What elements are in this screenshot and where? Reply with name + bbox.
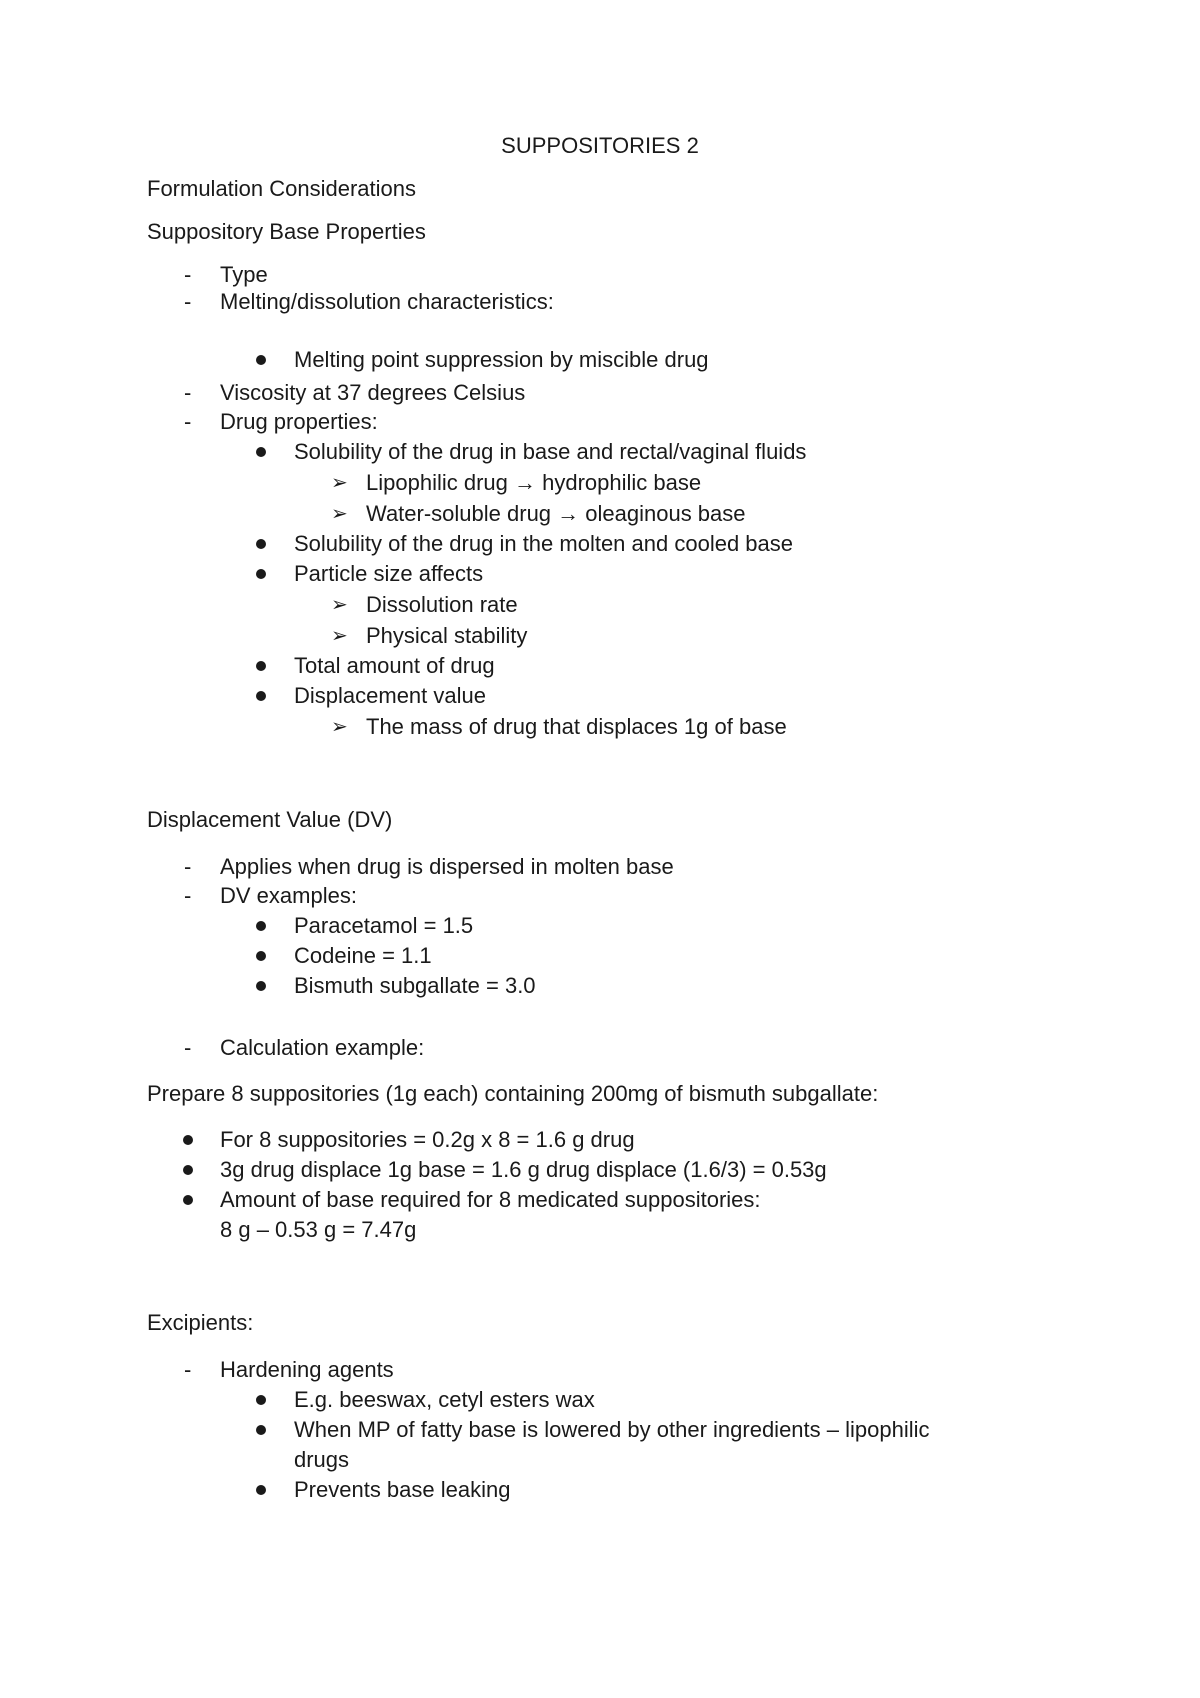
list-item: When MP of fatty base is lowered by other ingredients – lipophilic <box>294 1417 930 1442</box>
list-item-continuation: 8 g – 0.53 g = 7.47g <box>220 1217 417 1242</box>
list-item: For 8 suppositories = 0.2g x 8 = 1.6 g drug <box>220 1127 635 1152</box>
dash-bullet: - <box>184 854 192 879</box>
list-item: Solubility of the drug in base and rectal/vaginal fluids <box>294 439 807 464</box>
bullet-dot <box>256 569 266 579</box>
list-item: Prevents base leaking <box>294 1477 511 1502</box>
dash-bullet: - <box>184 409 192 434</box>
list-item: The mass of drug that displaces 1g of base <box>366 714 787 739</box>
list-item: Particle size affects <box>294 561 484 586</box>
list-item: Drug properties: <box>220 409 378 434</box>
list-item: Melting/dissolution characteristics: <box>220 289 554 314</box>
heading-excipients: Excipients: <box>147 1310 254 1335</box>
bullet-dot <box>256 951 266 961</box>
heading-base-properties: Suppository Base Properties <box>147 219 426 244</box>
list-item: DV examples: <box>220 883 357 908</box>
bullet-dot <box>183 1195 193 1205</box>
list-item: Calculation example: <box>220 1035 425 1060</box>
list-item: Paracetamol = 1.5 <box>294 913 474 938</box>
list-item: Amount of base required for 8 medicated suppositories: <box>220 1187 761 1212</box>
list-item: Melting point suppression by miscible drug <box>294 347 709 372</box>
bullet-dot <box>256 691 266 701</box>
dash-bullet: - <box>184 380 192 405</box>
bullet-dot <box>183 1135 193 1145</box>
bullet-dot <box>256 981 266 991</box>
arrow-bullet-icon: ➢ <box>331 625 348 647</box>
bullet-dot <box>256 1425 266 1435</box>
list-item-continuation: drugs <box>294 1447 350 1472</box>
dash-bullet: - <box>184 883 192 908</box>
arrow-bullet-icon: ➢ <box>331 472 348 494</box>
heading-formulation: Formulation Considerations <box>147 176 417 201</box>
dash-bullet: - <box>184 262 192 287</box>
arrow-bullet-icon: ➢ <box>331 716 348 738</box>
list-item: 3g drug displace 1g base = 1.6 g drug displace (1.6/3) = 0.53g <box>220 1157 827 1182</box>
bullet-dot <box>256 447 266 457</box>
dash-bullet: - <box>184 1357 192 1382</box>
list-item: Lipophilic drug → hydrophilic base <box>366 470 702 495</box>
calculation-prompt: Prepare 8 suppositories (1g each) containing 200mg of bismuth subgallate: <box>147 1081 879 1106</box>
list-item: Total amount of drug <box>294 653 495 678</box>
list-item: Bismuth subgallate = 3.0 <box>294 973 536 998</box>
bullet-dot <box>256 355 266 365</box>
list-item: Hardening agents <box>220 1357 394 1382</box>
dash-bullet: - <box>184 1035 192 1060</box>
list-item: Physical stability <box>366 623 528 648</box>
heading-displacement-value: Displacement Value (DV) <box>147 807 393 832</box>
bullet-dot <box>183 1165 193 1175</box>
bullet-dot <box>256 539 266 549</box>
list-item: Type <box>220 262 268 287</box>
bullet-dot <box>256 661 266 671</box>
list-item: Codeine = 1.1 <box>294 943 432 968</box>
list-item: Water-soluble drug → oleaginous base <box>366 501 746 526</box>
list-item: E.g. beeswax, cetyl esters wax <box>294 1387 595 1412</box>
arrow-bullet-icon: ➢ <box>331 503 348 525</box>
page-title: SUPPOSITORIES 2 <box>501 133 699 158</box>
list-item: Displacement value <box>294 683 486 708</box>
bullet-dot <box>256 921 266 931</box>
list-item: Solubility of the drug in the molten and cooled base <box>294 531 793 556</box>
list-item: Applies when drug is dispersed in molten base <box>220 854 674 879</box>
bullet-dot <box>256 1485 266 1495</box>
list-item: Dissolution rate <box>366 592 518 617</box>
bullet-dot <box>256 1395 266 1405</box>
arrow-bullet-icon: ➢ <box>331 594 348 616</box>
list-item: Viscosity at 37 degrees Celsius <box>220 380 526 405</box>
dash-bullet: - <box>184 289 192 314</box>
